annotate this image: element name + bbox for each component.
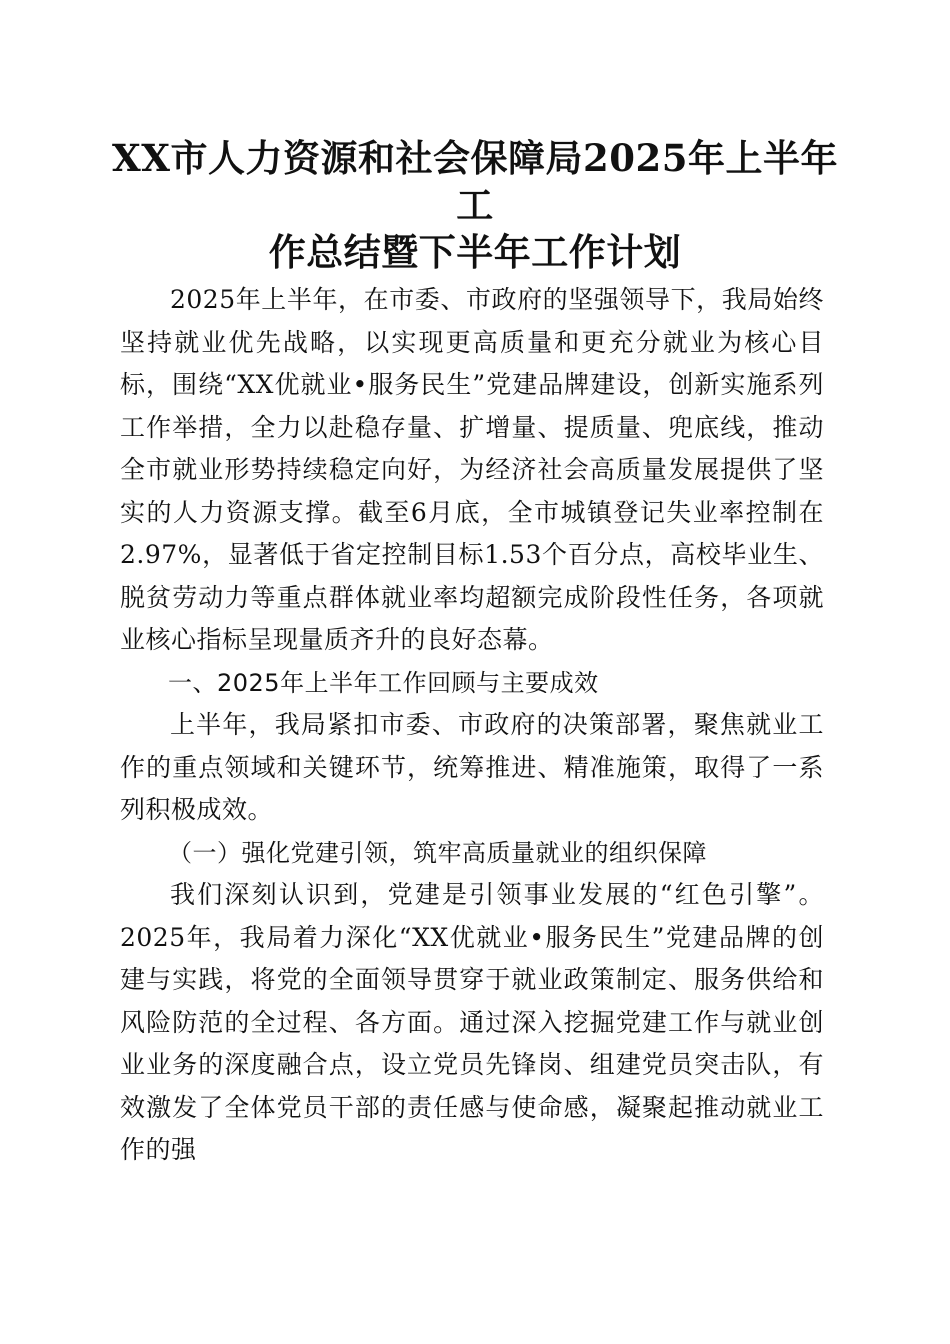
intro-paragraph: 2025年上半年，在市委、市政府的坚强领导下，我局始终坚持就业优先战略，以实现更高质量和更充分就业为核心目标，围绕“XX优就业•服务民生”党建品牌建设，创新实施系列工作举措，全力以赴稳存量、扩增量、提质量、兜底线，推动全市就业形势持续稳定向好，为经济社会高质量发展提供了坚实的人力资源支撑。截至6月底，全市城镇登记失业率控制在2.97%，显著低于省定控制目标1.53个百分点，高校毕业生、脱贫劳动力等重点群体就业率均超额完成阶段性任务，各项就业核心指标呈现量质齐升的良好态幕。 bbox=[120, 285, 824, 654]
document-body bbox=[120, 279, 824, 1172]
subsection-1-paragraph: 我们深刻认识到，党建是引领事业发展的“红色引擎”。2025年，我局着力深化“XX优就业•服务民生”党建品牌的创建与实践，将党的全面领导贯穿于就业政策制定、服务供给和风险防范的全过程、各方面。通过深入挖掘党建工作与就业创业业务的深度融合点，设立党员先锋岗、组建党员突击队，有效激发了全体党员干部的责任感与使命感，凝聚起推动就业工作的强 bbox=[120, 880, 824, 1164]
subsection-1-heading: （一）强化党建引领，筑牢高质量就业的组织保障 bbox=[168, 838, 707, 867]
title-line-1: XX市人力资源和社会保障局2025年上半年工 bbox=[112, 136, 838, 227]
document-title bbox=[110, 135, 840, 276]
section-1-paragraph: 上半年，我局紧扣市委、市政府的决策部署，聚焦就业工作的重点领域和关键环节，统筹推进、精准施策，取得了一系列积极成效。 bbox=[120, 710, 824, 824]
title-line-2: 作总结暨下半年工作计划 bbox=[268, 230, 682, 274]
section-1-heading: 一、2025年上半年工作回顾与主要成效 bbox=[168, 668, 599, 697]
